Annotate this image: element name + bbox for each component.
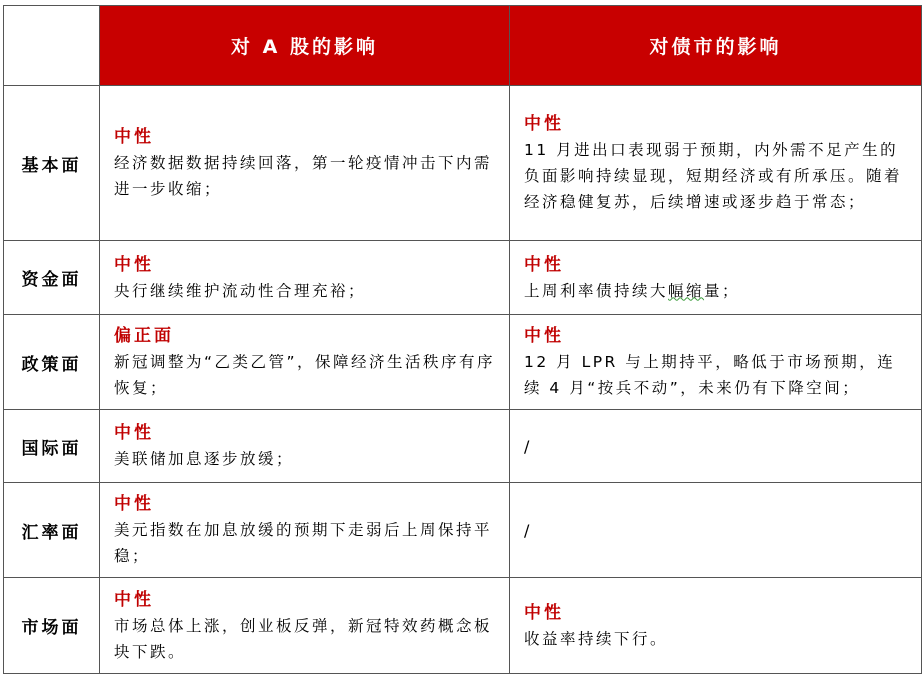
row-label: 资金面 xyxy=(4,241,100,315)
impact-tag: 中性 xyxy=(114,127,154,147)
impact-text: 美联储加息逐步放缓； xyxy=(114,450,295,468)
bond-cell xyxy=(510,483,922,578)
a-share-cell xyxy=(100,315,510,410)
impact-text-part: 上周利率债持续大 xyxy=(524,281,669,300)
impact-text: 新冠调整为“乙类乙管”，保障经济生活秩序有序恢复； xyxy=(114,353,496,397)
impact-text: 12 月 LPR 与上期持平，略低于市场预期，连续 4 月“按兵不动”，未来仍有下降空间； xyxy=(524,353,896,397)
table-row xyxy=(4,578,922,674)
corner-cell xyxy=(4,6,100,86)
impact-tag: 中性 xyxy=(524,326,564,346)
table-row xyxy=(4,86,922,241)
impact-tag: 中性 xyxy=(114,589,154,610)
a-share-cell xyxy=(100,241,510,315)
row-label: 汇率面 xyxy=(4,483,100,578)
bond-cell xyxy=(510,241,922,315)
bond-cell xyxy=(510,315,922,410)
impact-tag: 中性 xyxy=(524,254,564,275)
empty-slash: / xyxy=(524,520,530,540)
a-share-cell xyxy=(100,410,510,483)
header-a-share: 对 A 股的影响 xyxy=(100,6,510,86)
impact-tag: 偏正面 xyxy=(114,326,174,346)
spellcheck-underlined-text: 幅缩 xyxy=(668,281,705,300)
impact-text: 11 月进出口表现弱于预期，内外需不足产生的负面影响持续显现，短期经济或有所承压。随着经济稳健复苏，后续增速或逐步趋于常态； xyxy=(524,141,903,211)
a-share-cell xyxy=(100,483,510,578)
impact-tag: 中性 xyxy=(524,602,564,623)
impact-text: 市场总体上涨，创业板反弹，新冠特效药概念板块下跌。 xyxy=(114,616,493,661)
bond-cell xyxy=(510,578,922,674)
a-share-cell xyxy=(100,86,510,241)
impact-tag: 中性 xyxy=(114,494,154,514)
impact-text xyxy=(524,278,909,304)
impact-text: 收益率持续下行。 xyxy=(524,629,669,648)
impact-text: 美元指数在加息放缓的预期下走弱后上周保持平稳； xyxy=(114,521,493,565)
empty-slash: / xyxy=(524,436,530,456)
impact-tag: 中性 xyxy=(114,254,154,275)
impact-text: 经济数据数据持续回落，第一轮疫情冲击下内需进一步收缩； xyxy=(114,154,493,198)
header-row xyxy=(4,6,922,86)
header-bond: 对债市的影响 xyxy=(510,6,922,86)
row-label: 基本面 xyxy=(4,86,100,241)
table-row xyxy=(4,483,922,578)
bond-cell xyxy=(510,410,922,483)
impact-tag: 中性 xyxy=(524,114,564,134)
row-label: 政策面 xyxy=(4,315,100,410)
impact-text-part: 量； xyxy=(704,281,741,300)
row-label: 国际面 xyxy=(4,410,100,483)
impact-text: 央行继续维护流动性合理充裕； xyxy=(114,281,367,300)
table-row xyxy=(4,315,922,410)
bond-cell xyxy=(510,86,922,241)
a-share-cell xyxy=(100,578,510,674)
row-label: 市场面 xyxy=(4,578,100,674)
impact-table xyxy=(3,5,922,674)
table-row xyxy=(4,241,922,315)
impact-tag: 中性 xyxy=(114,423,154,443)
table-row xyxy=(4,410,922,483)
